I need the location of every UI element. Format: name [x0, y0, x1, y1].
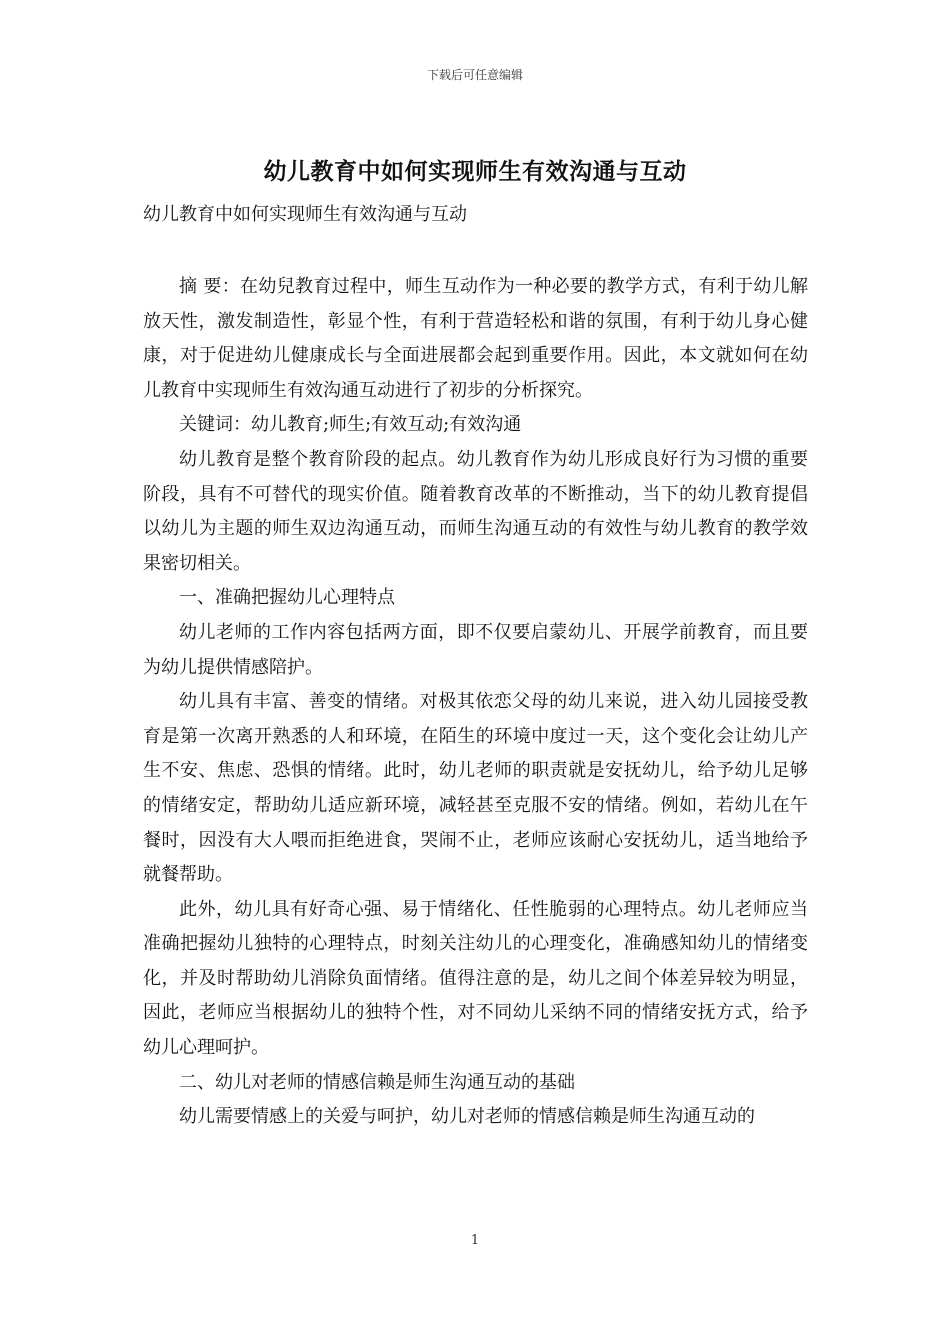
page-number: 1 — [470, 1233, 480, 1248]
section-heading-2: 二、幼儿对老师的情感信赖是师生沟通互动的基础 — [179, 1071, 575, 1093]
body-paragraph: 幼儿需要情感上的关爱与呵护，幼儿对老师的情感信赖是师生沟通互动的 — [179, 1106, 755, 1128]
section-heading-1: 一、准确把握幼儿心理特点 — [179, 587, 395, 609]
document-body — [143, 270, 808, 1135]
keywords-paragraph: 关键词：幼儿教育;师生;有效互动;有效沟通 — [179, 414, 522, 436]
header-note: 下载后可任意编辑 — [426, 68, 523, 82]
body-paragraph: 幼儿老师的工作内容包括两方面，即不仅要启蒙幼儿、开展学前教育，而且要为幼儿提供情感陪护。 — [143, 621, 808, 678]
document-title: 幼儿教育中如何实现师生有效沟通与互动 — [263, 158, 687, 185]
intro-paragraph: 幼儿教育是整个教育阶段的起点。幼儿教育作为幼儿形成良好行为习惯的重要阶段，具有不可替代的现实价值。随着教育改革的不断推动，当下的幼儿教育提倡以幼儿为主题的师生双边沟通互动，而师生沟通互动的有效性与幼儿教育的教学效果密切相关。 — [143, 448, 808, 574]
body-paragraph: 幼儿具有丰富、善变的情绪。对极其依恋父母的幼儿来说，进入幼儿园接受教育是第一次离开熟悉的人和环境，在陌生的环境中度过一天，这个变化会让幼儿产生不安、焦虑、恐惧的情绪。此时，幼儿老师的职责就是安抚幼儿，给予幼儿足够的情绪安定，帮助幼儿适应新环境，减轻甚至克服不安的情绪。例如，若幼儿在午餐时，因没有大人喂而拒绝进食，哭闹不止，老师应该耐心安抚幼儿，适当地给予就餐帮助。 — [143, 691, 808, 886]
abstract-paragraph: 摘 要：在幼兒教育过程中，师生互动作为一种必要的教学方式，有利于幼儿解放天性，激发制造性，彰显个性，有利于营造轻松和谐的氛围，有利于幼儿身心健康，对于促进幼儿健康成长与全面进展都会起到重要作用。因此，本文就如何在幼儿教育中实现师生有效沟通互动进行了初步的分析探究。 — [143, 276, 808, 401]
body-paragraph: 此外，幼儿具有好奇心强、易于情绪化、任性脆弱的心理特点。幼儿老师应当准确把握幼儿独特的心理特点，时刻关注幼儿的心理变化，准确感知幼儿的情绪变化，并及时帮助幼儿消除负面情绪。值得注意的是，幼儿之间个体差异较为明显，因此，老师应当根据幼儿的独特个性，对不同幼儿采纳不同的情绪安抚方式，给予幼儿心理呵护。 — [143, 898, 808, 1059]
document-subtitle: 幼儿教育中如何实现师生有效沟通与互动 — [143, 204, 467, 225]
